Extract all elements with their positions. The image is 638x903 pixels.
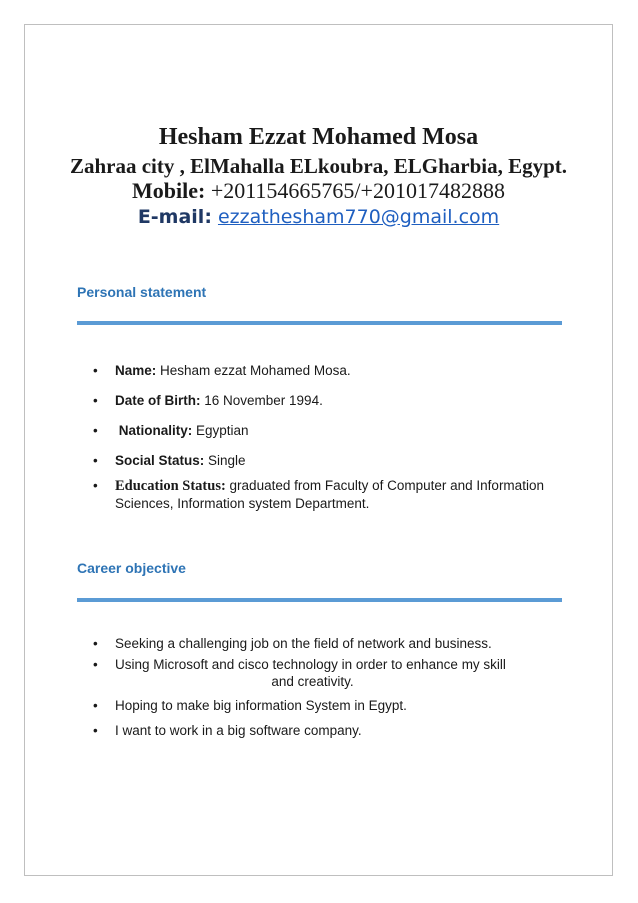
list-item: • I want to work in a big software company.	[93, 723, 362, 738]
education-status-value: graduated from Faculty of Computer and Information Sciences, Information system Department.	[115, 478, 544, 511]
name-label: Name:	[115, 363, 157, 378]
list-item: • Nationality: Egyptian	[93, 423, 249, 438]
career-objective-heading: Career objective	[77, 560, 186, 576]
section-divider	[77, 598, 562, 602]
applicant-address: Zahraa city , ElMahalla ELkoubra, ELGharbia, Egypt.	[69, 154, 568, 178]
list-item: • Name: Hesham ezzat Mohamed Mosa.	[93, 363, 351, 378]
list-item: • Education Status: graduated from Faculty of Computer and Information Sciences, Information system Department.	[93, 478, 544, 511]
section-divider	[77, 321, 562, 325]
applicant-name: Hesham Ezzat Mohamed Mosa	[158, 124, 479, 150]
name-value: Hesham ezzat Mohamed Mosa.	[156, 363, 351, 378]
list-item: • Hoping to make big information System in Egypt.	[93, 698, 407, 713]
list-item: • Using Microsoft and cisco technology in order to enhance my skill and creativity.	[90, 656, 570, 690]
email-line	[24, 206, 613, 228]
objective-text: Seeking a challenging job on the field of network and business.	[115, 636, 492, 651]
dob-label: Date of Birth:	[115, 393, 201, 408]
dob-value: 16 November 1994.	[200, 393, 323, 408]
list-item: • Social Status: Single	[93, 453, 246, 468]
page-border	[24, 24, 613, 876]
mobile-line	[24, 178, 613, 204]
nationality-label: Nationality:	[118, 423, 193, 438]
list-item: • Seeking a challenging job on the field of network and business.	[93, 636, 492, 651]
list-item: • Date of Birth: 16 November 1994.	[93, 393, 323, 408]
mobile-label: Mobile:	[132, 178, 206, 203]
objective-text: I want to work in a big software company.	[115, 723, 362, 738]
mobile-value: +201154665765/+201017482888	[205, 178, 505, 203]
social-status-label: Social Status:	[115, 453, 205, 468]
personal-statement-heading: Personal statement	[77, 284, 207, 300]
objective-continuation: and creativity.	[271, 674, 354, 689]
email-link[interactable]: ezzathesham770@gmail.com	[217, 206, 500, 228]
social-status-value: Single	[204, 453, 246, 468]
objective-text: Using Microsoft and cisco technology in order to enhance my skill	[115, 657, 506, 672]
objective-text: Hoping to make big information System in Egypt.	[115, 698, 407, 713]
nationality-value: Egyptian	[192, 423, 249, 438]
email-label: E-mail:	[137, 206, 212, 228]
education-status-label: Education Status:	[115, 478, 226, 494]
